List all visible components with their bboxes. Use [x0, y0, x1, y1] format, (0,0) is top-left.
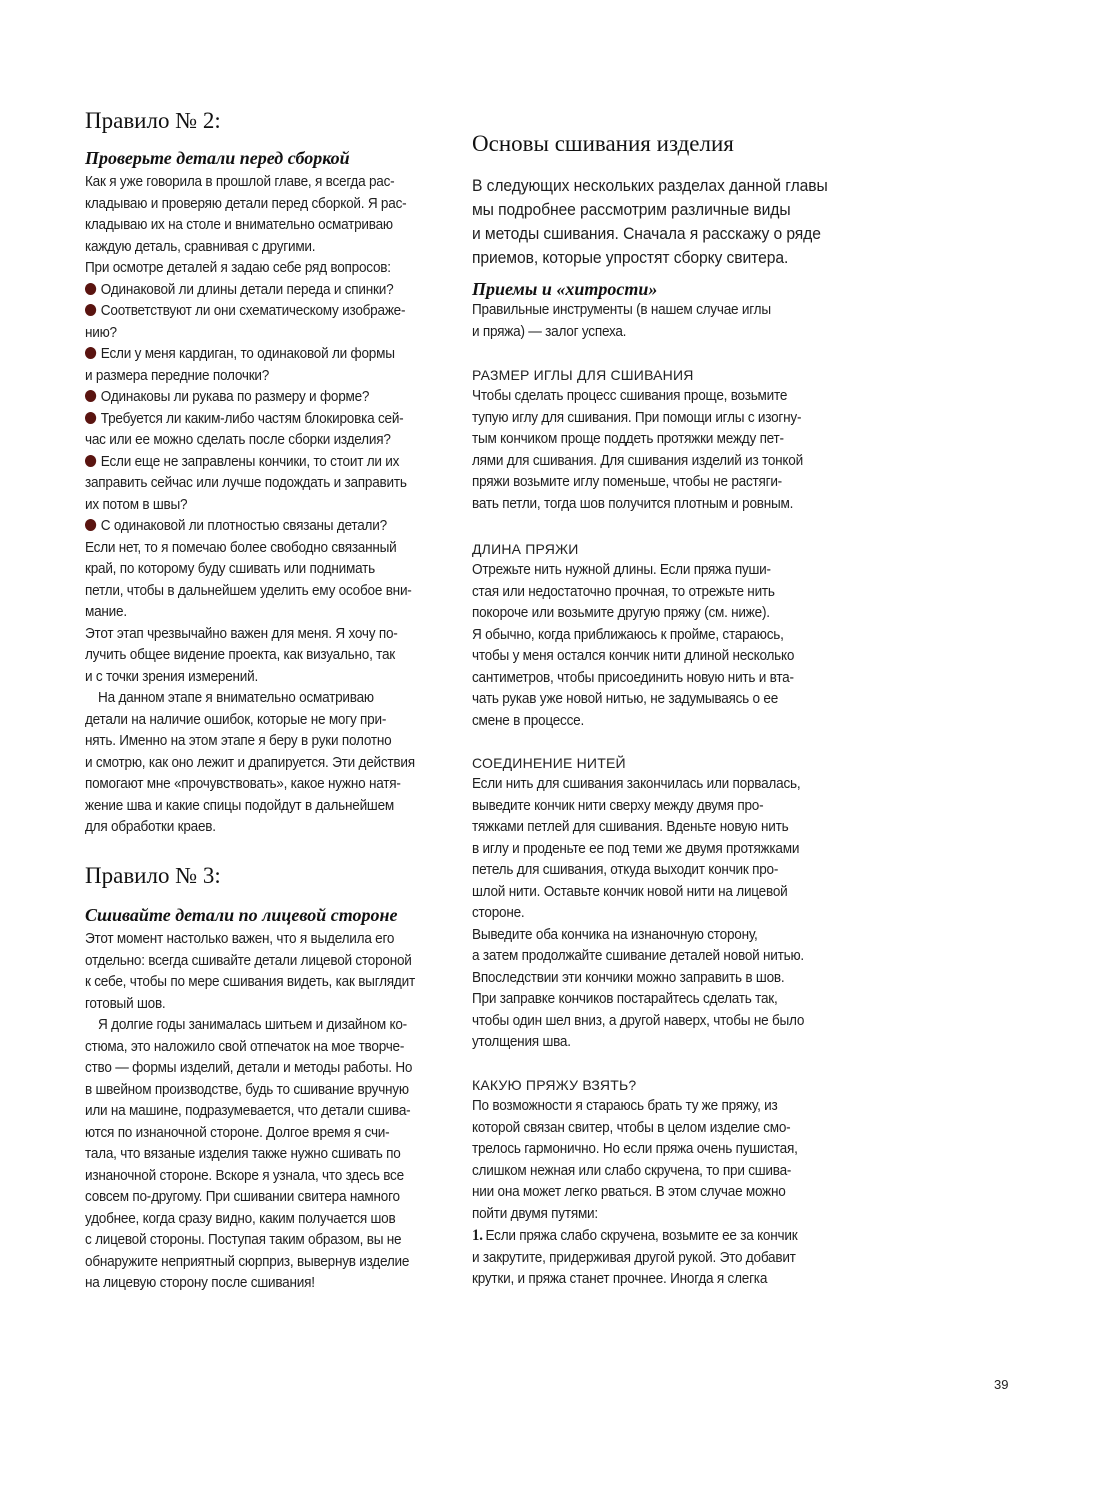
- bullet-item: Одинаковой ли длины детали переда и спинки?: [85, 280, 415, 302]
- text-line: и пряжа) — залог успеха.: [472, 323, 627, 340]
- which-yarn-caption: КАКУЮ ПРЯЖУ ВЗЯТЬ?: [472, 1077, 637, 1093]
- page-number: 39: [994, 1377, 1009, 1392]
- bullet-icon: [85, 519, 96, 531]
- text-line: Отрежьте нить нужной длины. Если пряжа пуши-: [472, 562, 771, 578]
- bullet-icon: [85, 283, 96, 295]
- rule-2-heading: Правило № 2:: [85, 108, 221, 133]
- text-line: стюма, это наложило свой отпечаток на мое творче-: [85, 1038, 405, 1055]
- text-line: и смотрю, как оно лежит и драпируется. Эти действия: [85, 754, 415, 771]
- text-line: утолщения шва.: [472, 1034, 571, 1050]
- text-line: и с точки зрения измерений.: [85, 668, 259, 685]
- text-line: или на машине, подразумевается, что детали сшива-: [85, 1103, 411, 1119]
- text-line: с лицевой стороны. Поступая таким образом, вы не: [85, 1232, 402, 1248]
- text-line: их потом в швы?: [85, 496, 188, 513]
- text-line: На данном этапе я внимательно осматриваю: [98, 690, 374, 706]
- joining-body: [472, 774, 829, 1054]
- text-line: и методы сшивания. Сначала я расскажу о ряде: [472, 225, 821, 243]
- text-line: изнаночной стороне. Вскоре я узнала, что здесь все: [85, 1167, 404, 1184]
- text-line: Я долгие годы занималась шитьем и дизайном ко-: [98, 1017, 407, 1033]
- which-yarn-body: [472, 1096, 822, 1291]
- text-line: к себе, чтобы по мере сшивания видеть, как выглядит: [85, 974, 415, 990]
- text-line: которой связан свитер, чтобы в целом изделие смо-: [472, 1119, 791, 1136]
- needle-size-body: [472, 386, 828, 515]
- text-line: для обработки краев.: [85, 819, 216, 835]
- text-line: кладываю и проверяю детали перед сборкой. Я рас-: [85, 195, 407, 212]
- text-line: Как я уже говорила в прошлой главе, я всегда рас-: [85, 174, 395, 190]
- bullet-icon: [85, 390, 96, 402]
- text-line: каждую деталь, сравнивая с другими.: [85, 238, 316, 255]
- text-line: нию?: [85, 324, 117, 341]
- text-line: чтобы один шел вниз, а другой наверх, чтобы не было: [472, 1012, 805, 1029]
- text-line: пойти двумя путями:: [472, 1205, 598, 1222]
- text-line: час или ее можно сделать после сборки изделия?: [85, 432, 391, 448]
- text-line: в швейном производстве, будь то сшивание вручную: [85, 1081, 409, 1098]
- yarn-length-body: [472, 560, 818, 732]
- bullet-icon: [85, 347, 96, 359]
- text-line: Этот этап чрезвычайно важен для меня. Я хочу по-: [85, 625, 398, 642]
- rule-3-subheading: Сшивайте детали по лицевой стороне: [85, 905, 398, 925]
- text-line: чать рукав уже новой нитью, не задумываясь о ее: [472, 691, 779, 707]
- text-line: смене в процессе.: [472, 712, 585, 729]
- bullet-icon: [85, 412, 96, 424]
- bullet-item: Если у меня кардиган, то одинаковой ли формы: [85, 344, 415, 366]
- text-line: совсем по-другому. При сшивании свитера намного: [85, 1189, 400, 1205]
- text-line: стороне.: [472, 905, 525, 921]
- text-line: а затем продолжайте сшивание деталей новой нитью.: [472, 948, 804, 964]
- text-line: обнаружите неприятный сюрприз, вывернув изделие: [85, 1253, 410, 1270]
- text-line: мание.: [85, 604, 127, 620]
- text-line: стая или недостаточно прочная, то отрежьте нить: [472, 583, 775, 600]
- text-line: помогают мне «прочувствовать», какое нужно натя-: [85, 776, 401, 792]
- text-line: тяжками петлей для сшивания. Вденьте новую нить: [472, 819, 789, 835]
- text-line: и размера передние полочки?: [85, 367, 270, 384]
- text-line: нять. Именно на этом этапе я беру в руки полотно: [85, 733, 392, 749]
- bullet-icon: [85, 455, 96, 467]
- text-line: пряжи возьмите иглу поменьше, чтобы не растяги-: [472, 474, 782, 490]
- bullet-item: Соответствуют ли они схематическому изображе-: [85, 301, 415, 323]
- text-line: Впоследствии эти кончики можно заправить в шов.: [472, 969, 785, 986]
- text-line: лучить общее видение проекта, как визуально, так: [85, 647, 396, 663]
- text-line: готовый шов.: [85, 995, 166, 1012]
- text-line: ство — формы изделий, детали и методы работы. Но: [85, 1060, 413, 1076]
- text-line: чтобы у меня остался кончик нити длиной несколько: [472, 648, 795, 664]
- text-line: на лицевую сторону после сшивания!: [85, 1275, 315, 1291]
- text-line: жение шва и какие спицы подойдут в дальнейшем: [85, 797, 394, 814]
- text-line: петель для сшивания, откуда выходит кончик про-: [472, 862, 779, 878]
- joining-caption: СОЕДИНЕНИЕ НИТЕЙ: [472, 755, 626, 771]
- text-line: Если нет, то я помечаю более свободно связанный: [85, 539, 397, 556]
- tips-subheading: Приемы и «хитрости»: [472, 279, 658, 299]
- text-line: Этот момент настолько важен, что я выделила его: [85, 931, 395, 947]
- text-line: удобнее, когда сразу видно, каким получается шов: [85, 1210, 396, 1227]
- bullet-item: Если еще не заправлены кончики, то стоит ли их: [85, 452, 415, 474]
- text-line: По возможности я стараюсь брать ту же пряжу, из: [472, 1098, 778, 1114]
- text-line: тала, что вязаные изделия также нужно сшивать по: [85, 1146, 401, 1162]
- text-line: заправить сейчас или лучше подождать и заправить: [85, 475, 407, 491]
- text-line: покороче или возьмите другую пряжу (см. ниже).: [472, 605, 770, 621]
- rule-3-heading: Правило № 3:: [85, 863, 221, 888]
- text-line: нии она может легко рваться. В этом случае можно: [472, 1184, 786, 1200]
- text-line: и закрутите, придерживая другой рукой. Это добавит: [472, 1249, 796, 1266]
- text-line: край, по которому буду сшивать или поднимать: [85, 561, 375, 577]
- needle-size-caption: РАЗМЕР ИГЛЫ ДЛЯ СШИВАНИЯ: [472, 367, 694, 383]
- yarn-length-caption: ДЛИНА ПРЯЖИ: [472, 541, 579, 557]
- text-line: вать петли, тогда шов получится плотным и ровным.: [472, 495, 794, 512]
- text-line: Я обычно, когда приближаюсь к пройме, стараюсь,: [472, 626, 784, 643]
- text-line: приемов, которые упростят сборку свитера.: [472, 249, 789, 267]
- text-line: Чтобы сделать процесс сшивания проще, возьмите: [472, 388, 788, 404]
- tips-body: [472, 300, 793, 343]
- text-line: трелось гармонично. Но если пряжа очень пушистая,: [472, 1141, 798, 1157]
- text-line: крутки, и пряжа станет прочнее. Иногда я слегка: [472, 1271, 768, 1287]
- text-line: выведите кончик нити сверху между двумя про-: [472, 797, 764, 814]
- text-line: отдельно: всегда сшивайте детали лицевой стороной: [85, 952, 412, 969]
- rule-2-body: [85, 172, 440, 839]
- text-line: При заправке кончиков постарайтесь сделать так,: [472, 991, 778, 1007]
- bullet-item: Требуется ли каким-либо частям блокировка сей-: [85, 409, 415, 431]
- bullet-item: С одинаковой ли плотностью связаны детали?: [85, 516, 415, 538]
- section-heading: Основы сшивания изделия: [472, 131, 734, 156]
- list-number: 1.: [472, 1227, 483, 1244]
- text-line: в иглу и проденьте ее под теми же двумя протяжками: [472, 840, 800, 857]
- rule-3-body: [85, 929, 440, 1295]
- text-line: Выведите оба кончика на изнаночную сторону,: [472, 926, 758, 943]
- text-line: мы подробнее рассмотрим различные виды: [472, 201, 791, 219]
- text-line: Если нить для сшивания закончилась или порвалась,: [472, 776, 801, 792]
- text-line: При осмотре деталей я задаю себе ряд вопросов:: [85, 260, 391, 276]
- text-line: Правильные инструменты (в нашем случае иглы: [472, 302, 771, 318]
- text-line: сантиметров, чтобы присоединить новую нить и вта-: [472, 669, 794, 686]
- bullet-icon: [85, 304, 96, 316]
- text-line: детали на наличие ошибок, которые не могу при-: [85, 711, 387, 728]
- text-line: слишком нежная или слабо скручена, то при сшива-: [472, 1162, 792, 1179]
- text-line: петли, чтобы в дальнейшем уделить ему особое вни-: [85, 582, 412, 599]
- text-line: шлой нити. Оставьте кончик новой нити на лицевой: [472, 883, 788, 900]
- rule-2-subheading: Проверьте детали перед сборкой: [85, 148, 350, 168]
- bullet-item: Одинаковы ли рукава по размеру и форме?: [85, 387, 415, 409]
- numbered-item: 1. Если пряжа слабо скручена, возьмите ее за кончик: [472, 1227, 798, 1244]
- text-line: лями для сшивания. Для сшивания изделий из тонкой: [472, 452, 803, 469]
- text-line: тупую иглу для сшивания. При помощи иглы с изогну-: [472, 409, 802, 426]
- text-line: кладываю их на столе и внимательно осматриваю: [85, 217, 393, 233]
- intro-paragraph: [472, 174, 846, 270]
- text-line: тым кончиком проще поддеть протяжки между пет-: [472, 431, 784, 447]
- text-line: ются по изнаночной стороне. Долгое время я счи-: [85, 1124, 390, 1141]
- text-line: В следующих нескольких разделах данной главы: [472, 177, 828, 195]
